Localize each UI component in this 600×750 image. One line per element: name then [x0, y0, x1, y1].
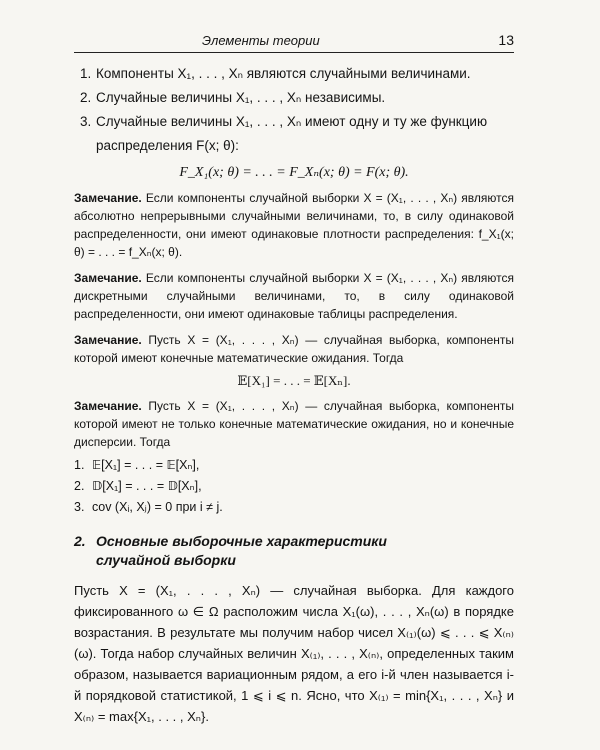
list-item: 2. 𝔻[X₁] = . . . = 𝔻[Xₙ],	[74, 479, 202, 493]
list-item: 2. Случайные величины X₁, . . . , Xₙ независимы.	[80, 90, 386, 105]
page-number: 13	[498, 32, 514, 48]
running-header	[74, 30, 514, 53]
remark-continuous: Замечание. Если компоненты случайной выборки X = (X₁, . . . , Xₙ) являются абсолютно непрерывными случайными величинами, то, в силу одинаковой распределенности, они имеют одинаковые плотности распределения: f_X₁(x; θ) = . . . = f_Xₙ(x; θ).	[74, 191, 514, 259]
list-item: 1. Компоненты X₁, . . . , Xₙ являются случайными величинами.	[80, 66, 471, 81]
list-item: 1. 𝔼[X₁] = . . . = 𝔼[Xₙ],	[74, 458, 200, 472]
remark-label: Замечание.	[74, 399, 142, 413]
list-item: 3. cov (Xᵢ, Xⱼ) = 0 при i ≠ j.	[74, 500, 223, 514]
header-title: Элементы теории	[202, 33, 320, 48]
list-item: 3. Случайные величины X₁, . . . , Xₙ имеют одну и ту же функцию распределения F(x; θ):	[80, 114, 488, 153]
page-content	[74, 62, 514, 727]
moments-list	[74, 455, 514, 518]
remark-label: Замечание.	[74, 333, 142, 347]
sample-conditions-list	[74, 62, 514, 158]
section-heading: 2. Основные выборочные характеристики случайной выборки	[74, 533, 387, 568]
remark-label: Замечание.	[74, 271, 142, 285]
distribution-formula: F_X₁(x; θ) = . . . = F_Xₙ(x; θ) = F(x; θ).	[179, 165, 409, 180]
expectation-formula: 𝔼[X₁] = . . . = 𝔼[Xₙ].	[237, 373, 351, 388]
remark-discrete: Замечание. Если компоненты случайной выборки X = (X₁, . . . , Xₙ) являются дискретными случайными величинами, то, в силу одинаковой распределенности, они имеют одинаковые таблицы распределения.	[74, 271, 514, 321]
remark-expectation: Замечание. Пусть X = (X₁, . . . , Xₙ) — случайная выборка, компоненты которой имеют конечные математические ожидания. Тогда	[74, 333, 514, 365]
body-paragraph: Пусть X = (X₁, . . . , Xₙ) — случайная выборка. Для каждого фиксированного ω ∈ Ω расположим числа X₁(ω), . . . , Xₙ(ω) в порядке возрастания. В результате мы получим набор чисел X₍₁₎(ω) ⩽ . . . ⩽ X₍ₙ₎(ω). Тогда набор случайных величин X₍₁₎, . . . , X₍ₙ₎, определенных таким образом, называется вариационным рядом, а его i-й член называется i-й порядковой статистикой, 1 ⩽ i ⩽ n. Ясно, что X₍₁₎ = min{X₁, . . . , Xₙ} и X₍ₙ₎ = max{X₁, . . . , Xₙ}.	[74, 583, 514, 724]
remark-label: Замечание.	[74, 191, 142, 205]
remark-variance: Замечание. Пусть X = (X₁, . . . , Xₙ) — случайная выборка, компоненты которой имеют не только конечные математические ожидания, но и конечные дисперсии. Тогда	[74, 399, 514, 449]
